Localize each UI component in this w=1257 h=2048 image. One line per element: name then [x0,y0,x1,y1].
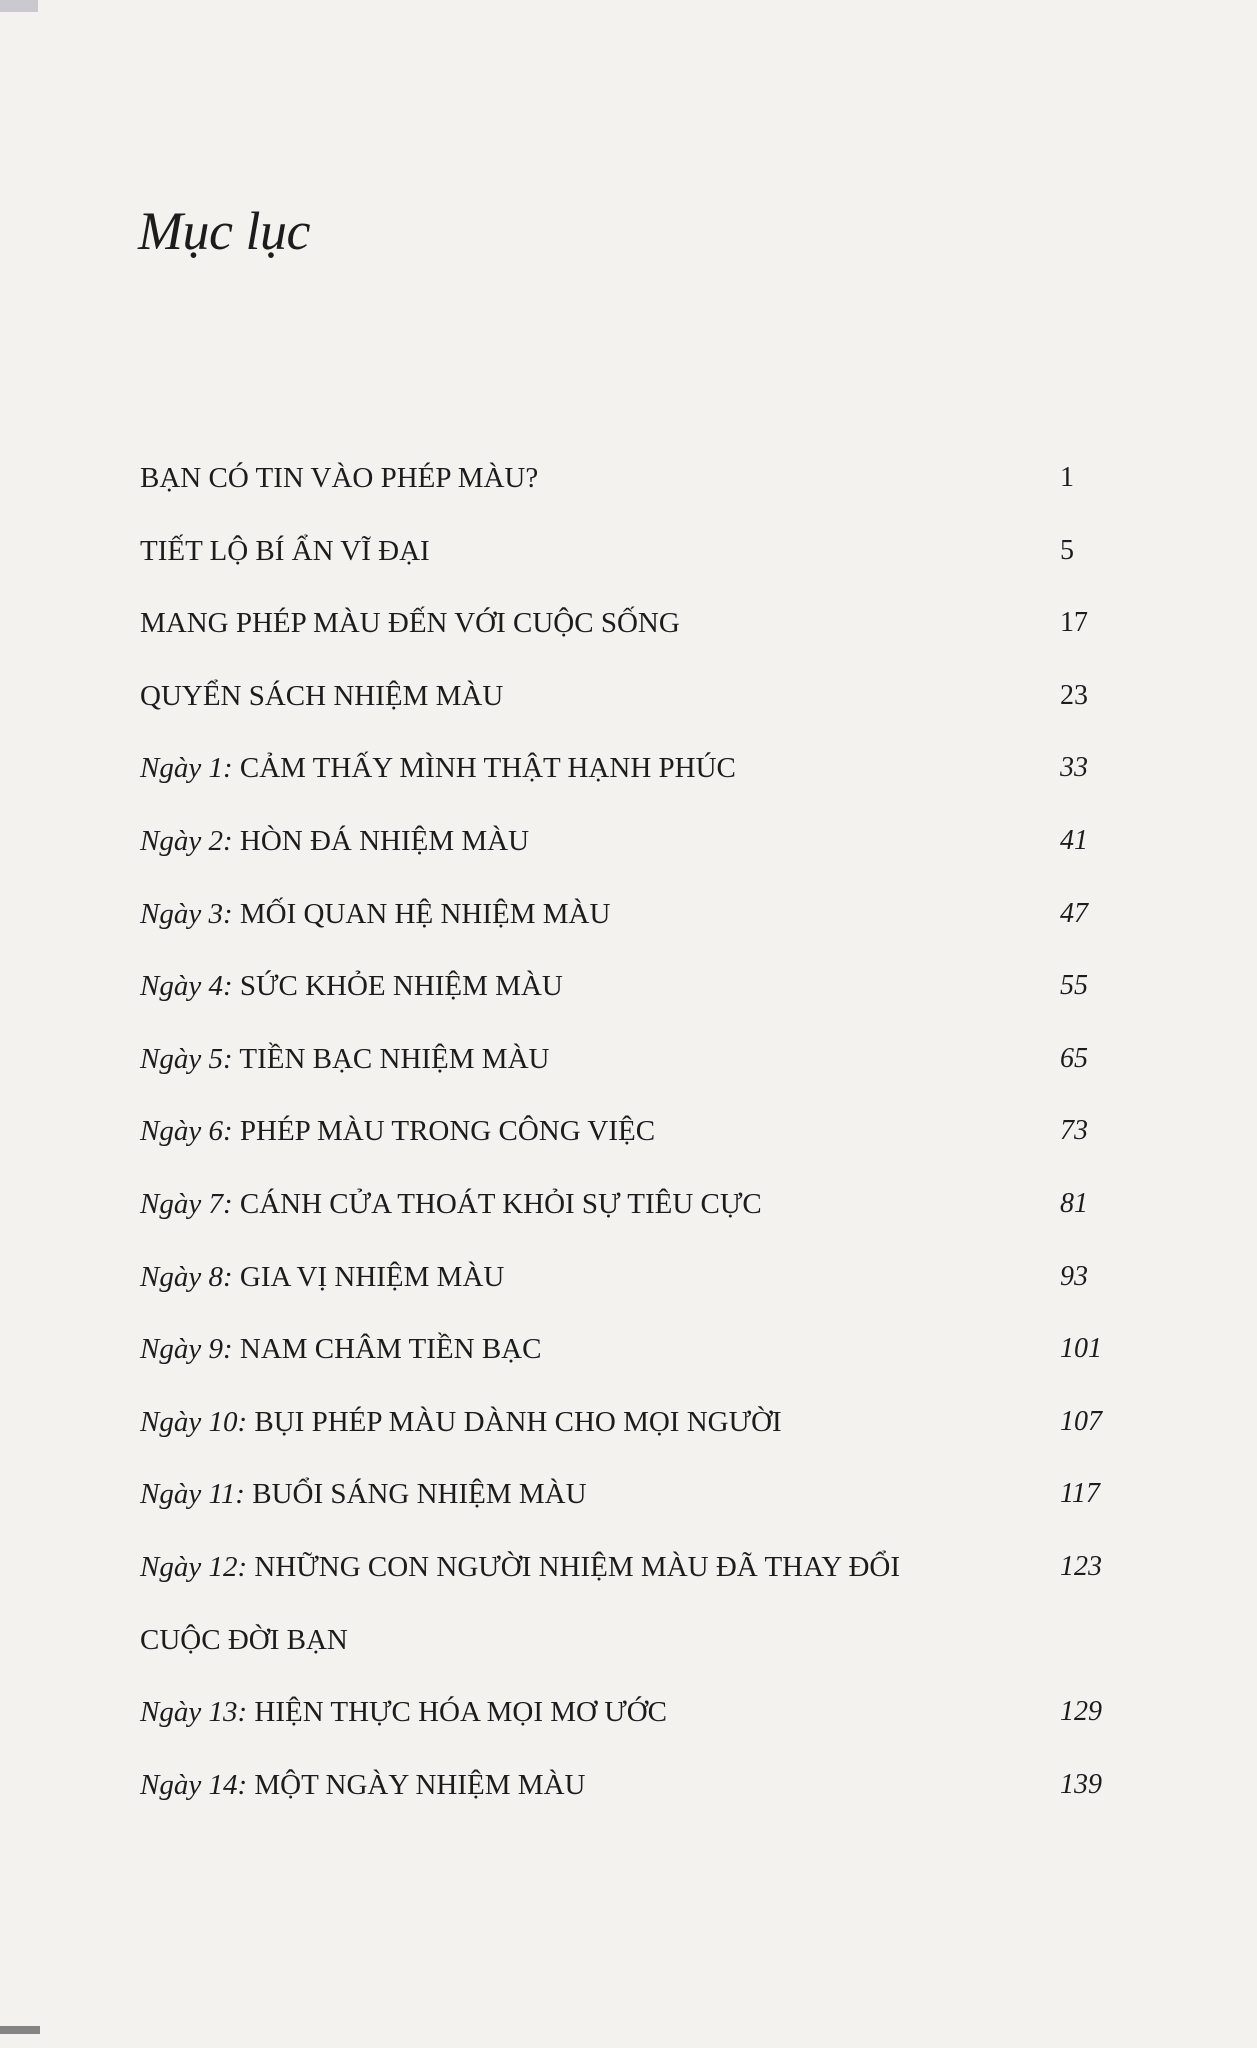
toc-entry-label: SỨC KHỎE NHIỆM MÀU [239,970,563,1003]
toc-entry [140,1115,1120,1188]
toc-entry [140,1624,1120,1697]
toc-entry [140,1696,1120,1769]
toc-entry-text [140,1551,1120,1584]
toc-page-number: 101 [1060,1333,1102,1365]
toc-entry-label: MỘT NGÀY NHIỆM MÀU [254,1768,586,1801]
toc-day-label: Ngày 7: [140,1187,233,1220]
toc-entry-text [140,1115,1120,1148]
toc-entry [140,680,1120,753]
toc-entry [140,1333,1120,1406]
toc-entry-label: HIỆN THỰC HÓA MỌI MƠ ƯỚC [254,1696,667,1729]
toc-entry [140,1406,1120,1479]
toc-entry [140,898,1120,971]
toc-page-number: 117 [1060,1478,1100,1510]
toc-entry [140,1261,1120,1334]
toc-day-label: Ngày 5: [140,1042,233,1075]
toc-entry-label: TIẾT LỘ BÍ ẨN VĨ ĐẠI [140,534,430,567]
toc-page-number: 93 [1060,1260,1088,1292]
toc-page-number: 5 [1060,534,1074,566]
toc-entry-text [140,1043,1120,1076]
toc-day-label: Ngày 1: [140,752,233,785]
page-title: Mục lục [138,201,310,261]
toc-day-label: Ngày 12: [140,1550,248,1583]
toc-page-number: 55 [1060,970,1088,1002]
toc-entry-text [140,1188,1120,1221]
toc-entry-label: MANG PHÉP MÀU ĐẾN VỚI CUỘC SỐNG [140,607,680,640]
toc-entry [140,535,1120,608]
toc-page-number: 47 [1060,897,1088,929]
toc-entry [140,1043,1120,1116]
toc-page-number: 33 [1060,752,1088,784]
toc-entry-label: CẢM THẤY MÌNH THẬT HẠNH PHÚC [239,752,736,785]
toc-entry [140,970,1120,1043]
toc-entry-text [140,680,1120,713]
toc-entry [140,1551,1120,1624]
toc-entry-label: HÒN ĐÁ NHIỆM MÀU [239,824,530,857]
toc-day-label: Ngày 8: [140,1260,233,1293]
toc-entry-label: PHÉP MÀU TRONG CÔNG VIỆC [239,1115,656,1148]
toc-entry-label: BUỔI SÁNG NHIỆM MÀU [252,1478,587,1511]
toc-page-number: 23 [1060,679,1088,711]
toc-day-label: Ngày 4: [140,970,233,1003]
toc-entry-label: BỤI PHÉP MÀU DÀNH CHO MỌI NGƯỜI [254,1405,782,1438]
toc-page-number: 139 [1060,1768,1102,1800]
toc-entry [140,1478,1120,1551]
toc-entry-text [140,535,1120,568]
toc-day-label: Ngày 2: [140,824,233,857]
toc-entry [140,607,1120,680]
toc-day-label: Ngày 13: [140,1696,248,1729]
scan-edge-mark-bottom [0,2026,40,2034]
toc-page-number: 129 [1060,1696,1102,1728]
toc-entry [140,1769,1120,1842]
toc-page-number: 81 [1060,1187,1088,1219]
toc-entry-label: TIỀN BẠC NHIỆM MÀU [239,1042,550,1075]
scan-edge-mark [0,0,38,12]
toc-entry [140,825,1120,898]
toc-entry-label: CÁNH CỬA THOÁT KHỎI SỰ TIÊU CỰC [239,1187,762,1220]
toc-entry-label: NHỮNG CON NGƯỜI NHIỆM MÀU ĐÃ THAY ĐỔI [254,1550,901,1583]
toc-entry-text [140,1624,1120,1657]
toc-entry-text [140,752,1120,785]
toc-page-number: 41 [1060,824,1088,856]
toc-entry [140,462,1120,535]
toc-entry-label: CUỘC ĐỜI BẠN [140,1623,348,1656]
toc-day-label: Ngày 3: [140,897,233,930]
toc-entry-text [140,970,1120,1003]
toc-day-label: Ngày 6: [140,1115,233,1148]
toc-page-number: 123 [1060,1550,1102,1582]
toc-entry-label: BẠN CÓ TIN VÀO PHÉP MÀU? [140,462,539,494]
toc-entry-label: GIA VỊ NHIỆM MÀU [239,1260,505,1293]
toc-page-number: 107 [1060,1405,1102,1437]
toc-entry-text [140,607,1120,640]
toc-page-number: 1 [1060,462,1074,493]
toc-entry [140,752,1120,825]
toc-entry-text [140,1261,1120,1294]
toc-entry-label: MỐI QUAN HỆ NHIỆM MÀU [239,897,611,930]
toc-entry-text [140,1406,1120,1439]
toc-entry-text [140,1696,1120,1729]
toc-day-label: Ngày 10: [140,1405,248,1438]
toc-page-number: 17 [1060,607,1088,639]
toc-day-label: Ngày 14: [140,1768,248,1801]
toc-entry-text [140,1478,1120,1511]
toc-entry-text [140,825,1120,858]
toc-entry-text [140,898,1120,931]
table-of-contents [140,462,1120,1841]
toc-day-label: Ngày 11: [140,1478,245,1511]
toc-entry-text [140,462,1120,495]
toc-entry-label: NAM CHÂM TIỀN BẠC [239,1333,542,1366]
toc-page-number: 65 [1060,1042,1088,1074]
toc-entry-label: QUYỂN SÁCH NHIỆM MÀU [140,679,504,712]
toc-day-label: Ngày 9: [140,1333,233,1366]
toc-entry-text [140,1769,1120,1802]
toc-entry-text [140,1333,1120,1366]
toc-entry [140,1188,1120,1261]
toc-page-number: 73 [1060,1115,1088,1147]
